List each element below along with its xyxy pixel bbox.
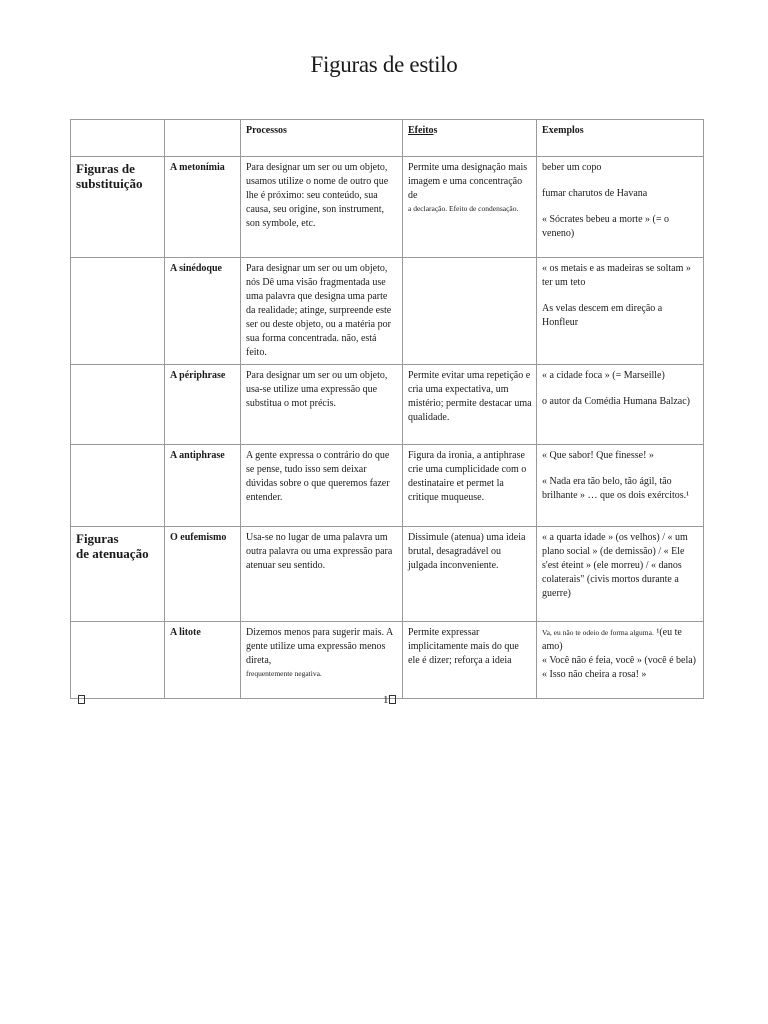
figure-name: O eufemismo	[165, 527, 241, 622]
processo-cell: Usa-se no lugar de uma palavra um outra palavra ou uma expressão para atenuar seu sentido.	[241, 527, 403, 622]
processo-cell: Para designar um ser ou um objeto, usa-se utilize uma expressão que substitua o mot précis.	[241, 365, 403, 445]
header-empty-2	[165, 120, 241, 157]
efeito-cell: Figura da ironia, a antiphrase crie uma cumplicidade com o destinataire et permet la critique muqueuse.	[403, 445, 537, 527]
efeito-cell: Permite expressar implicitamente mais do que ele é dizer; reforça a ideia	[403, 622, 537, 699]
efeito-cell	[403, 157, 537, 258]
group-label-line1: Figuras	[76, 531, 119, 546]
header-efeitos	[403, 120, 537, 157]
processo-cell: A gente expressa o contrário do que se pense, tudo isso sem deixar dúvidas sobre o que queremos fazer entender.	[241, 445, 403, 527]
figure-name: A metonímia	[165, 157, 241, 258]
exemplo: o autor da Comédia Humana Balzac)	[542, 396, 690, 407]
efeito-cell: Dissimule (atenua) uma ideia brutal, desagradável ou julgada inconveniente.	[403, 527, 537, 622]
group-label-line2: de atenuação	[76, 546, 149, 561]
header-efeitos-underlined: Efeito	[408, 125, 434, 136]
exemplo-small: Va, eu não te odeio de forma alguma.	[542, 628, 654, 637]
exemplo: « a quarta idade » (os velhos) / « um plano social » (de demissão) / « Ele s'est éteint » (ele morreu) / « danos colaterais" (civis mortos durante a guerre)	[542, 532, 688, 599]
table-row	[71, 258, 704, 365]
group-cell	[71, 365, 165, 445]
footer-glyph	[78, 694, 85, 706]
header-processos: Processos	[241, 120, 403, 157]
exemplos-cell	[537, 258, 704, 365]
missing-glyph-icon	[389, 695, 396, 704]
exemplo: As velas descem em direção a Honfleur	[542, 303, 663, 328]
table-row	[71, 157, 704, 258]
missing-glyph-icon	[78, 695, 85, 704]
group-cell	[71, 445, 165, 527]
group-cell	[71, 258, 165, 365]
exemplo: « Que sabor! Que finesse! »	[542, 450, 654, 461]
efeito-cell	[403, 258, 537, 365]
exemplos-cell	[537, 622, 704, 699]
processo-cell: Para designar um ser ou um objeto, nós Dê uma visão fragmentada use uma palavra que designa uma parte da realidade; atinge, surpreende este ser ou deste objeto, ou a matéria por sua forma concentrada. não, está feito.	[241, 258, 403, 365]
table-row	[71, 622, 704, 699]
header-exemplos: Exemplos	[537, 120, 704, 157]
efeito-text: Permite uma designação mais imagem e uma concentração de	[408, 162, 528, 201]
page-number: 1	[383, 694, 389, 706]
exemplo: « a cidade foca » (= Marseille)	[542, 370, 665, 381]
exemplo: « os metais e as madeiras se soltam » ter um teto	[542, 263, 691, 288]
figures-table	[70, 119, 704, 699]
exemplos-cell	[537, 365, 704, 445]
table-row	[71, 527, 704, 622]
group-label-line2: substituição	[76, 176, 143, 191]
exemplos-cell	[537, 157, 704, 258]
processo-cell	[241, 622, 403, 699]
table-row	[71, 445, 704, 527]
exemplo: « Você não é feia, você » (você é bela)	[542, 655, 696, 666]
group-cell	[71, 157, 165, 258]
efeito-small-text: a declaração. Efeito de condensação.	[408, 204, 519, 213]
group-cell	[71, 527, 165, 622]
exemplo: fumar charutos de Havana	[542, 188, 648, 199]
processo-cell: Para designar um ser ou um objeto, usamos utilize o nome de outro que lhe é próximo: seu conteúdo, sua causa, seu origine, son instrument, son symbole, etc.	[241, 157, 403, 258]
header-empty-1	[71, 120, 165, 157]
figure-name: A litote	[165, 622, 241, 699]
table-row	[71, 365, 704, 445]
group-label-line1: Figuras de	[76, 161, 135, 176]
exemplo: « Isso não cheira a rosa! »	[542, 669, 647, 680]
exemplo: beber um copo	[542, 162, 602, 173]
exemplo: « Nada era tão belo, tão ágil, tão brilhante » … que os dois exércitos.¹	[542, 476, 690, 501]
table-header-row	[71, 120, 704, 157]
header-efeitos-suffix: s	[433, 125, 438, 136]
figure-name: A sinédoque	[165, 258, 241, 365]
exemplo: « Sócrates bebeu a morte » (= o veneno)	[542, 214, 669, 239]
figure-name: A périphrase	[165, 365, 241, 445]
efeito-cell: Permite evitar uma repetição e cria uma expectativa, um mistério; permite destacar uma qualidade.	[403, 365, 537, 445]
figure-name: A antiphrase	[165, 445, 241, 527]
exemplos-cell	[537, 527, 704, 622]
processo-text: Dizemos menos para sugerir mais. A gente utilize uma expressão menos direta,	[246, 627, 393, 666]
group-cell	[71, 622, 165, 699]
processo-small-text: frequentemente negativa.	[246, 669, 322, 678]
exemplos-cell	[537, 445, 704, 527]
exemplo: ¹(eu te amo)	[542, 627, 682, 652]
page-title: Figuras de estilo	[310, 52, 458, 77]
footer-page-number	[383, 694, 396, 706]
